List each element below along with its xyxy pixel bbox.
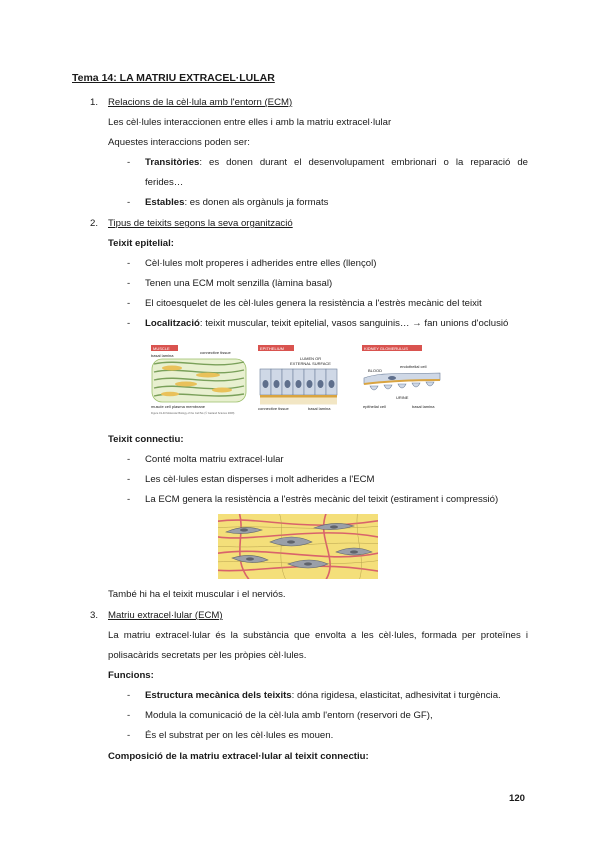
section-1-heading: Relacions de la cèl·lula amb l'entorn (ECM) <box>108 97 293 108</box>
connective-bullet-1: Conté molta matriu extracel·lular <box>145 454 284 465</box>
section-2-heading: Tipus de teixits segons la seva organització <box>108 218 293 229</box>
section-2-number: 2. <box>90 218 99 229</box>
ecm-paragraph-line1: La matriu extracel·lular és la substància que envolta a les cèl·lules, formada per proteïnes i <box>108 630 528 641</box>
composition-heading: Composició de la matriu extracel·lular al teixit connectiu: <box>108 751 369 762</box>
label-basal-lamina: basal lamina <box>151 353 174 358</box>
panel-title: KIDNEY GLOMERULUS <box>364 346 408 351</box>
label-connective-tissue-2: connective tissue <box>258 406 289 411</box>
bullet-dash: - <box>127 494 131 505</box>
function-bullet-1 <box>145 690 501 702</box>
figure-caption: Figure 19-40 Molecular Biology of the Cell 5/e (© Garland Science 2008) <box>151 412 235 415</box>
bullet-dash: - <box>127 454 131 465</box>
section-3-heading: Matriu extracel·lular (ECM) <box>108 610 223 621</box>
label-connective-tissue: connective tissue <box>200 350 231 355</box>
connective-label: Teixit connectiu: <box>108 434 184 445</box>
bullet-transitories <box>145 157 528 169</box>
connective-bullet-2: Les cèl·lules estan disperses i molt adherides a l'ECM <box>145 474 375 485</box>
bullet-estables <box>145 197 328 209</box>
function-bullet-3: És el substrat per on les cèl·lules es mouen. <box>145 730 334 741</box>
bullet-dash: - <box>127 474 131 485</box>
bullet-bold-term: Estructura mecànica dels teixits <box>145 690 292 701</box>
page-title: Tema 14: LA MATRIU EXTRACEL·LULAR <box>72 72 275 84</box>
kidney-glomerulus-panel <box>362 345 440 409</box>
function-bullet-2: Modula la comunicació de la cèl·lula amb l'entorn (reservori de GF), <box>145 710 433 721</box>
epithelial-bullet-3: El citoesquelet de les cèl·lules genera la resistència a l'estrès mecànic del teixit <box>145 298 482 309</box>
connective-bullet-3: La ECM genera la resistència a l'estrès mecànic del teixit (estirament i compressió) <box>145 494 499 505</box>
bullet-text: : es donen als orgànuls ja formats <box>184 197 329 208</box>
bullet-dash: - <box>127 730 131 741</box>
panel-title: EPITHELIUM <box>260 346 285 351</box>
label-epithelial-cell: epithelial cell <box>363 404 386 409</box>
label-endothelial-cell: endothelial cell <box>400 364 427 369</box>
panel-title: MUSCLE <box>153 346 170 351</box>
bullet-text: : teixit muscular, teixit epitelial, vasos sanguinis… → fan unions d'oclusió <box>199 318 509 329</box>
bullet-bold-term: Estables <box>145 197 185 208</box>
label-basal-lamina-2: basal lamina <box>308 406 331 411</box>
bullet-dash: - <box>127 278 131 289</box>
functions-label: Funcions: <box>108 670 154 681</box>
section-1-line2: Aquestes interaccions poden ser: <box>108 137 250 148</box>
also-text: També hi ha el teixit muscular i el nerviós. <box>108 589 286 600</box>
label-blood: BLOOD <box>368 368 383 373</box>
label-lumen: LUMEN OR <box>300 356 322 361</box>
label-external-surface: EXTERNAL SURFACE <box>290 361 331 366</box>
section-3-number: 3. <box>90 610 99 621</box>
bullet-text: : dóna rigidesa, elasticitat, adhesivitat i turgència. <box>291 690 501 701</box>
bullet-bold-term: Transitòries <box>145 157 200 168</box>
epithelial-bullet-4 <box>145 318 508 330</box>
basal-lamina-figure <box>150 342 450 418</box>
bullet-dash: - <box>127 690 131 701</box>
section-1-number: 1. <box>90 97 99 108</box>
ecm-paragraph-line2: polisacàrids secretats per les pròpies cèl·lules. <box>108 650 307 661</box>
bullet-dash: - <box>127 298 131 309</box>
epithelial-bullet-1: Cèl·lules molt properes i adherides entre elles (llençol) <box>145 258 377 269</box>
connective-tissue-figure <box>218 514 378 579</box>
bullet-dash: - <box>127 157 131 168</box>
section-1-line1: Les cèl·lules interaccionen entre elles i amb la matriu extracel·lular <box>108 117 392 128</box>
muscle-panel <box>151 345 246 415</box>
label-basal-lamina-3: basal lamina <box>412 404 435 409</box>
label-urine: URINE <box>396 395 409 400</box>
bullet-text: : es donen durant el desenvolupament embrionari o la reparació de <box>199 157 528 168</box>
page-number: 120 <box>509 793 526 804</box>
epithelial-bullet-2: Tenen una ECM molt senzilla (làmina basal) <box>145 278 333 289</box>
bullet-dash: - <box>127 197 131 208</box>
bullet-bold-term: Localització <box>145 318 200 329</box>
label-muscle-membrane: muscle cell plasma membrane <box>151 404 206 409</box>
bullet-dash: - <box>127 318 131 329</box>
bullet-continuation: ferides… <box>145 177 184 188</box>
epithelial-label: Teixit epitelial: <box>108 238 174 249</box>
bullet-dash: - <box>127 258 131 269</box>
epithelium-panel <box>258 345 337 411</box>
bullet-dash: - <box>127 710 131 721</box>
